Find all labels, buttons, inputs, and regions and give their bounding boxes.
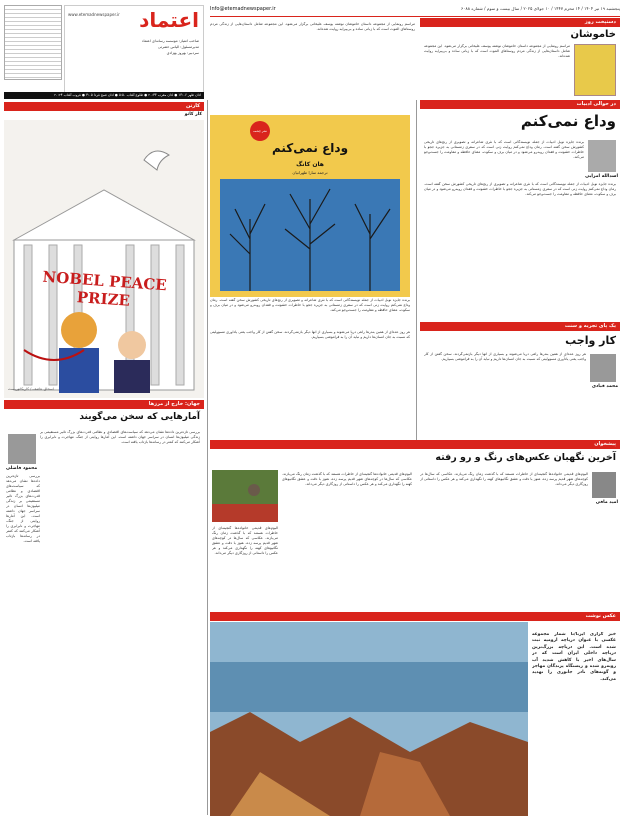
email-text: Info@etemadnewspaper.ir: [210, 6, 276, 12]
logo: اعتماد: [139, 8, 199, 32]
article-title: کار واجب: [565, 334, 616, 347]
article-body: آلبوم‌های قدیمی خانواده‌ها گنجینه‌ای از خاطرات هستند که با گذشت زمان رنگ می‌بازند. عکاسی که سال‌ها در کوچه‌های شهر قدیم پرسه زده، هنوز با دقت و عشق نگاتیوهای کهنه را نگهداری می‌کند و هر عکس را داستانی از روزگاری دیگر می‌داند.: [282, 472, 412, 486]
publisher-badge: نشر چشمه: [250, 121, 270, 141]
author-name: امید مافی: [595, 500, 618, 505]
cartoon-illustration: [4, 120, 204, 398]
cartoon-banner: NOBEL PEACE PRIZE: [41, 267, 168, 310]
staff-list: [67, 38, 199, 56]
article-body: آلبوم‌های قدیمی خانواده‌ها گنجینه‌ای از خاطرات هستند که با گذشت زمان رنگ می‌بازند. عکاسی که سال‌ها در کوچه‌های شهر قدیم پرسه زده، هنوز با دقت و عشق نگاتیوهای کهنه را نگهداری می‌کند و هر عکس را داستانی از روزگاری دیگر می‌داند.: [212, 526, 278, 555]
section-label: پیشخوان: [210, 440, 620, 449]
kar-continued: هر روز عده‌ای از همین بندرها راهی دریا می‌شوند و بسیاری از آنها دیگر بازنمی‌گردند. سخن گفتن از کار واجب یعنی یادآوری مسوولیتی که نسبت به جان انسان‌ها داریم و نباید آن را به فراموشی بسپاریم.: [210, 330, 410, 339]
article-title: آمارهایی که سخن می‌گویند: [79, 412, 200, 422]
photo-caption: خبر گزاری ایرنا/تا شمار مجموعه عکسی با عنوان دریاچه ارومیه ثبت شده است. این دریاچه بزرگ‌ترین دریاچه داخلی ایران است که در سال‌های اخیر با کاهش شدید آب روبه‌رو شده و زیستگاه پرندگان مهاجر و گونه‌های نادر جانوری را تهدید می‌کند.: [532, 632, 616, 682]
staff-line: سردبیر: بهروز بهزادی: [166, 51, 199, 55]
book-author: هان کانگ: [296, 161, 324, 168]
site-text: www.etemadnewspaper.ir: [68, 12, 120, 17]
article-body: برنده جایزه نوبل ادبیات از جمله نویسندگانی است که با نثری شاعرانه و تصویری از رنج‌های تاریخی کشورش سخن گفته است. رمان وداع نمی‌کنم روایت زنی است که در سفری زمستانی به جزیره ججو با خاطرات خشونت و فقدان روبه‌رو می‌شود و در میان برف و سکوت، معنای حافظه و مقاومت را جست‌وجو می‌کند.: [424, 140, 584, 159]
article-body: مراسم رونمایی از مجموعه داستان خاموشان نوشته یوسف علیخانی برگزار می‌شود. این مجموعه شامل داستان‌هایی از زندگی مردم روستاهای الموت است که با زبانی ساده و بی‌پیرایه روایت شده‌اند.: [424, 44, 570, 58]
article-body: برنده جایزه نوبل ادبیات از جمله نویسندگانی است که با نثری شاعرانه و تصویری از رنج‌های تاریخی کشورش سخن گفته است. رمان وداع نمی‌کنم روایت زنی است که در سفری زمستانی به جزیره ججو با خاطرات خشونت و فقدان روبه‌رو می‌شود و در میان برف و سکوت، معنای حافظه و مقاومت را جست‌وجو می‌کند.: [424, 182, 616, 196]
book-cover-image: [210, 115, 410, 297]
article-body: بررسی تازه‌ترین داده‌ها نشان می‌دهد که سیاست‌های اقتصادی و نظامی قدرت‌های بزرگ تاثیر مستقیمی بر زندگی میلیون‌ها انسان در سراسر جهان داشته است. این آمارها روایتی از جنگ، مهاجرت و نابرابری را آشکار می‌کنند که کمتر در رسانه‌ها بازتاب یافته است.: [6, 474, 40, 543]
section-label: عکس نوشت: [210, 612, 620, 621]
article-body: بررسی تازه‌ترین داده‌ها نشان می‌دهد که سیاست‌های اقتصادی و نظامی قدرت‌های بزرگ تاثیر مستقیمی بر زندگی میلیون‌ها انسان در سراسر جهان داشته است. این آمارها روایتی از جنگ، مهاجرت و نابرابری را آشکار می‌کنند که کمتر در رسانه‌ها بازتاب یافته است.: [40, 430, 200, 444]
section-label: جهان: خارج از مرزها: [4, 400, 204, 409]
author-name: محمد قبادی: [591, 384, 618, 389]
article-title: وداع نمی‌کنم: [520, 112, 616, 130]
book-cover: [574, 44, 616, 96]
book-cover-art: [220, 179, 400, 291]
wada-section: [420, 100, 620, 320]
section-label: یک پای تجربه و سنت: [420, 322, 620, 331]
prayer-times-bar: اذان ظهر ۱۳:۰۶ ● اذان مغرب ۲۰:۴۳ ● طلوع آفتاب ۵:۵۰ ● اذان صبح فردا ۴:۰۵ ● غروب آفتاب ۲۰:۲۴: [4, 92, 204, 99]
staff-line: مدیرمسئول: الیاس حضرتی: [158, 45, 199, 49]
section-label: در حوالی ادبیات: [420, 100, 620, 109]
khamooshan-section: [420, 18, 620, 100]
article-body: آلبوم‌های قدیمی خانواده‌ها گنجینه‌ای از خاطرات هستند که با گذشت زمان رنگ می‌بازند. عکاسی که سال‌ها در کوچه‌های شهر قدیم پرسه زده، هنوز با دقت و عشق نگاتیوهای کهنه را نگهداری می‌کند و هر عکس را داستانی از روزگاری دیگر می‌داند.: [420, 472, 588, 486]
article-title: خاموشان: [570, 29, 616, 40]
cartoon-label: کار کاتو: [184, 112, 202, 117]
aks-section: [210, 612, 620, 816]
kar-vajeb-section: [420, 322, 620, 438]
date-line: پنجشنبه ۱۹ تیر ۱۴۰۴ / ۱۴ محرم ۱۴۴۷ / ۱۰ جولای ۲۰۲۵ / سال بیست و سوم / شماره ۶۰۸۸: [461, 6, 620, 11]
front-page-thumbnail: [4, 5, 62, 80]
section-label: دستپخت روز: [420, 18, 620, 27]
filler-text: مراسم رونمایی از مجموعه داستان خاموشان نوشته یوسف علیخانی برگزار می‌شود. این مجموعه شامل داستان‌هایی از زندگی مردم روستاهای الموت است که با زبانی ساده و بی‌پیرایه روایت شده‌اند.: [210, 22, 415, 31]
top-rule: [210, 16, 620, 17]
author-photo: [590, 354, 616, 382]
author-name: محمود فاضلی: [6, 466, 38, 471]
section-label: کارتن: [4, 102, 204, 111]
column-divider: [416, 100, 417, 440]
column-divider: [207, 100, 208, 815]
akharin-section: [210, 440, 620, 610]
cartoon-section: [4, 102, 204, 398]
article-photo: [212, 470, 278, 522]
staff-line: صاحب امتیاز: موسسه رسانه‌ای اعتماد: [141, 39, 199, 43]
article-body: هر روز عده‌ای از همین بندرها راهی دریا می‌شوند و بسیاری از آنها دیگر بازنمی‌گردند. سخن گفتن از کار واجب یعنی یادآوری مسوولیتی که نسبت به جان انسان‌ها داریم و نباید آن را به فراموشی بسپاریم.: [424, 352, 586, 361]
wada-continued: برنده جایزه نوبل ادبیات از جمله نویسندگانی است که با نثری شاعرانه و تصویری از رنج‌های تاریخی کشورش سخن گفته است. رمان وداع نمی‌کنم روایت زنی است که در سفری زمستانی به جزیره ججو با خاطرات خشونت و فقدان روبه‌رو می‌شود و در میان برف و سکوت، معنای حافظه و مقاومت را جست‌وجو می‌کند.: [210, 298, 410, 312]
cartoon-byline: اسحاق عاصف / کاریکاتوریست: [8, 387, 54, 391]
author-photo: [592, 472, 616, 498]
book-translator: ترجمه سارا طهرانیان: [292, 170, 328, 175]
author-photo: [588, 140, 616, 172]
author-name: اسدالله امرایی: [585, 174, 618, 179]
book-title: وداع نمی‌کنم: [271, 141, 349, 155]
amrika-section: [4, 400, 204, 815]
landscape-photo: [210, 622, 528, 816]
author-photo: [8, 434, 36, 464]
logo-block: [64, 5, 204, 95]
article-title: آخرین نگهبان عکس‌های رنگ و رو رفته: [435, 452, 616, 463]
